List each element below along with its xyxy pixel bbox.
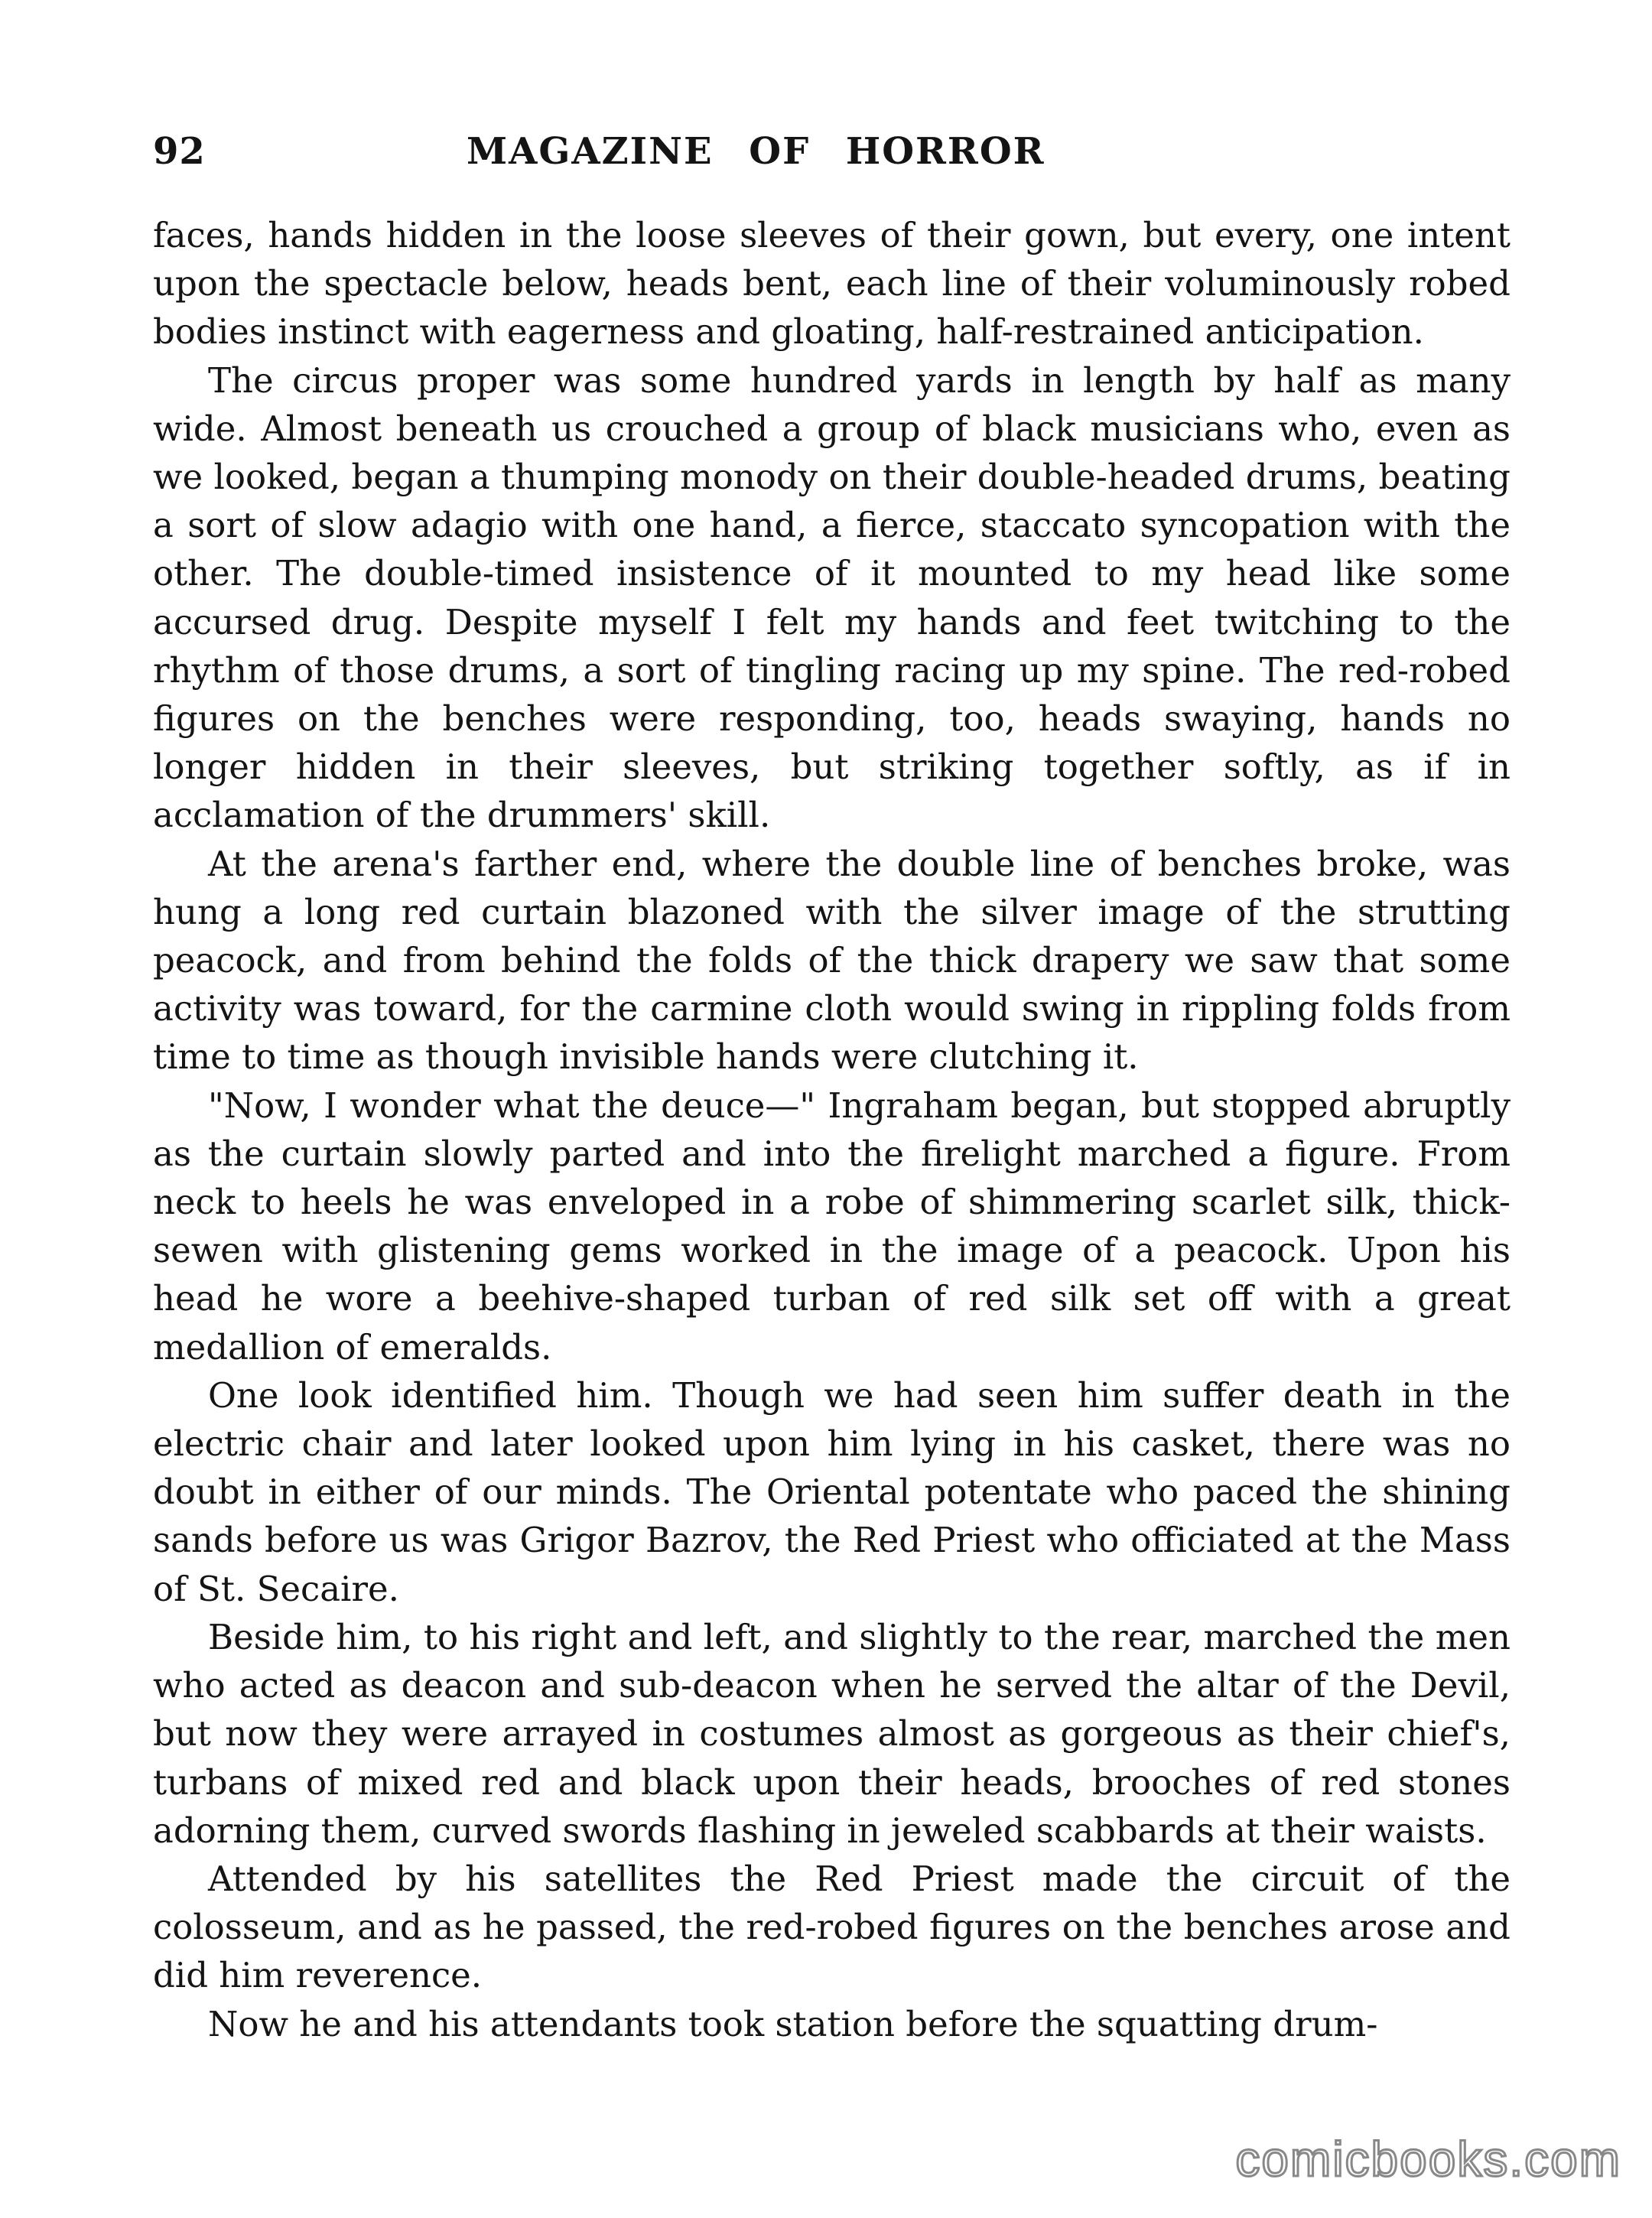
page-header (153, 130, 1530, 191)
paragraph: At the arena's farther end, where the double line of benches broke, was hung a long red curtain blazoned with the silver image of the strutting peacock, and from behind the folds of the thick drapery we saw that some activity was toward, for the carmine cloth would swing in rippling folds from time to time as though invisible hands were clutching it. (153, 843, 1511, 1078)
paragraph: faces, hands hidden in the loose sleeves of their gown, but every, one intent upon the spectacle below, heads bent, each line of their voluminously robed bodies instinct with eagerness and gloating, half-restrained anticipation. (153, 215, 1511, 353)
paragraph: Beside him, to his right and left, and slightly to the rear, marched the men who acted as deacon and sub-deacon when he served the altar of the Devil, but now they were arrayed in costumes almost as gorgeous as their chief's, turbans of mixed red and black upon their heads, brooches of red stones adorning them, curved swords flashing in jeweled scabbards at their waists. (153, 1616, 1511, 1851)
paragraph: "Now, I wonder what the deuce—" Ingraham began, but stopped abruptly as the curtain slowly parted and into the firelight marched a figure. From neck to heels he was enveloped in a robe of shimmering scarlet silk, thick-sewen with glistening gems worked in the image of a peacock. Upon his head he wore a beehive-shaped turban of red silk set off with a great medallion of emeralds. (153, 1085, 1511, 1368)
body-text (153, 211, 1511, 2048)
page-number: 92 (153, 130, 206, 173)
paragraph: The circus proper was some hundred yards in length by half as many wide. Almost beneath us crouched a group of black musicians who, even as we looked, began a thumping monody on their double-headed drums, beating a sort of slow adagio with one hand, a fierce, staccato syncopation with the other. The double-timed insistence of it mounted to my head like some accursed drug. Despite myself I felt my hands and feet twitching to the rhythm of those drums, a sort of tingling racing up my spine. The red-robed figures on the benches were responding, too, heads swaying, hands no longer hidden in their sleeves, but striking together softly, as if in acclamation of the drummers' skill. (153, 359, 1511, 836)
paragraph: One look identified him. Though we had seen him suffer death in the electric chair and later looked upon him lying in his casket, there was no doubt in either of our minds. The Oriental potentate who paced the shining sands before us was Grigor Bazrov, the Red Priest who officiated at the Mass of St. Secaire. (153, 1374, 1511, 1609)
running-head: MAGAZINE OF HORROR (467, 130, 1046, 173)
paragraph: Now he and his attendants took station before the squatting drum- (208, 2003, 1378, 2044)
watermark-logo: comicbooks.com (1235, 2132, 1621, 2187)
paragraph: Attended by his satellites the Red Priest made the circuit of the colosseum, and as he passed, the red-robed figures on the benches arose and did him reverence. (153, 1858, 1511, 1996)
